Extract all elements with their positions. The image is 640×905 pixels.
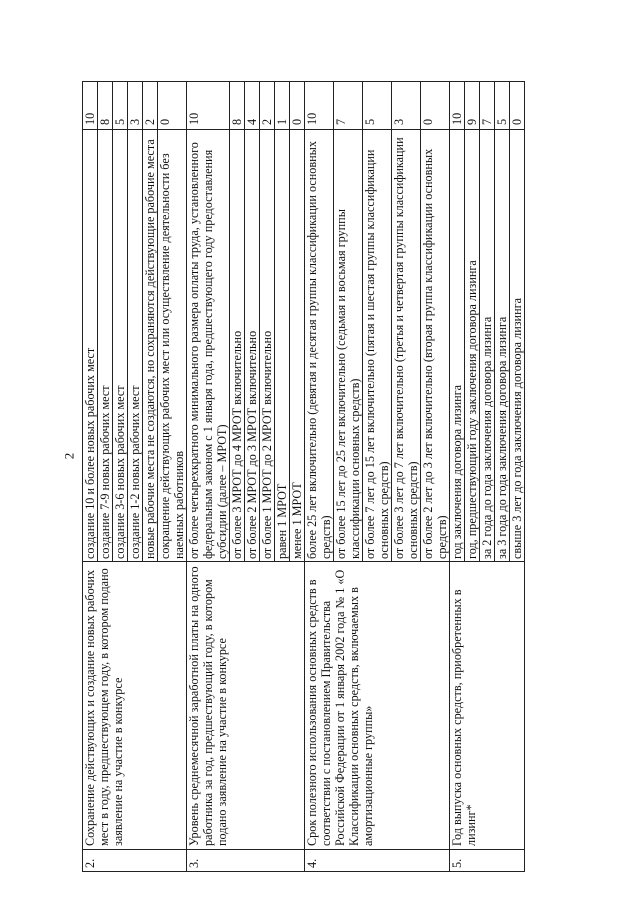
criterion-number: 5. xyxy=(450,850,525,872)
condition-cell: от более 7 лет до 15 лет включительно (пятая и шестая группы классификации основных средств) xyxy=(363,130,392,562)
condition-cell: создание 3-6 новых рабочих мест xyxy=(113,130,128,562)
condition-cell: создание 7-9 новых рабочих мест xyxy=(98,130,113,562)
condition-cell: равен 1 МРОТ xyxy=(275,130,290,562)
points-cell: 4 xyxy=(245,82,260,130)
points-cell: 8 xyxy=(98,82,113,130)
condition-cell: создание 10 и более новых рабочих мест xyxy=(83,130,98,562)
points-cell: 2 xyxy=(143,82,158,130)
condition-cell: создание 1-2 новых рабочих мест xyxy=(128,130,143,562)
points-cell: 10 xyxy=(187,82,230,130)
condition-cell: от более 15 лет до 25 лет включительно (седьмая и восьмая группы классификации основных средств) xyxy=(334,130,363,562)
points-cell: 5 xyxy=(495,82,510,130)
rotated-page-content xyxy=(82,82,626,872)
points-cell: 3 xyxy=(128,82,143,130)
points-cell: 0 xyxy=(290,82,305,130)
criterion-name: Сохранение действующих и создание новых рабочих мест в году, предшествующем году, в котором подано заявление на участие в конкурсе xyxy=(83,562,187,850)
points-cell: 7 xyxy=(480,82,495,130)
criterion-name: Срок полезного использования основных средств в соответствии с постановлением Правительства Российской Федерации от 1 января 2002 года № 1 «О Классификации основных средств, включаемых в амортизационные группы» xyxy=(305,562,450,850)
condition-cell: год, предшествующий году заключения договора лизинга xyxy=(465,130,480,562)
points-cell: 5 xyxy=(113,82,128,130)
points-cell: 10 xyxy=(450,82,465,130)
table-row xyxy=(83,82,98,872)
points-cell: 0 xyxy=(421,82,450,130)
points-cell: 10 xyxy=(305,82,334,130)
points-cell: 5 xyxy=(363,82,392,130)
condition-cell: от более 2 МРОТ до 3 МРОТ включительно xyxy=(245,130,260,562)
condition-cell: за 3 года до года заключения договора лизинга xyxy=(495,130,510,562)
condition-cell: год заключения договора лизинга xyxy=(450,130,465,562)
table-row xyxy=(187,82,230,872)
points-cell: 1 xyxy=(275,82,290,130)
page-number: 2 xyxy=(61,452,77,460)
condition-cell: свыше 3 лет до года заключения договора лизинга xyxy=(510,130,525,562)
condition-cell: от более 2 лет до 3 лет включительно (вторая группа классификации основных средств) xyxy=(421,130,450,562)
condition-cell: более 25 лет включительно (девятая и десятая группы классификации основных средств) xyxy=(305,130,334,562)
condition-cell: за 2 года до года заключения договора лизинга xyxy=(480,130,495,562)
points-cell: 0 xyxy=(510,82,525,130)
criterion-number: 4. xyxy=(305,850,450,872)
points-cell: 0 xyxy=(158,82,187,130)
criterion-name: Год выпуска основных средств, приобретенных в лизинг* xyxy=(450,562,525,850)
points-cell: 2 xyxy=(260,82,275,130)
condition-cell: от более 3 лет до 7 лет включительно (третья и четвертая группы классификации основных средств) xyxy=(392,130,421,562)
condition-cell: от более 1 МРОТ до 2 МРОТ включительно xyxy=(260,130,275,562)
condition-cell: менее 1 МРОТ xyxy=(290,130,305,562)
criterion-number: 3. xyxy=(187,850,305,872)
points-cell: 8 xyxy=(230,82,245,130)
table-row xyxy=(450,82,465,872)
points-cell: 7 xyxy=(334,82,363,130)
condition-cell: новые рабочие места не создаются, но сохраняются действующие рабочие места xyxy=(143,130,158,562)
scoring-criteria-table xyxy=(82,81,525,872)
condition-cell: от более 3 МРОТ до 4 МРОТ включительно xyxy=(230,130,245,562)
criterion-number: 2. xyxy=(83,850,187,872)
criterion-name: Уровень среднемесячной заработной платы на одного работника за год, предшествующий году, в котором подано заявление на участие в конкурсе xyxy=(187,562,305,850)
condition-cell: сокращение действующих рабочих мест или осуществление деятельности без наемных работников xyxy=(158,130,187,562)
points-cell: 9 xyxy=(465,82,480,130)
table-row xyxy=(305,82,334,872)
points-cell: 3 xyxy=(392,82,421,130)
points-cell: 10 xyxy=(83,82,98,130)
condition-cell: от более четырехкратного минимального размера оплаты труда, установленного федеральным законом с 1 января года, предшествующего году предоставления субсидии (далее – МРОТ) xyxy=(187,130,230,562)
